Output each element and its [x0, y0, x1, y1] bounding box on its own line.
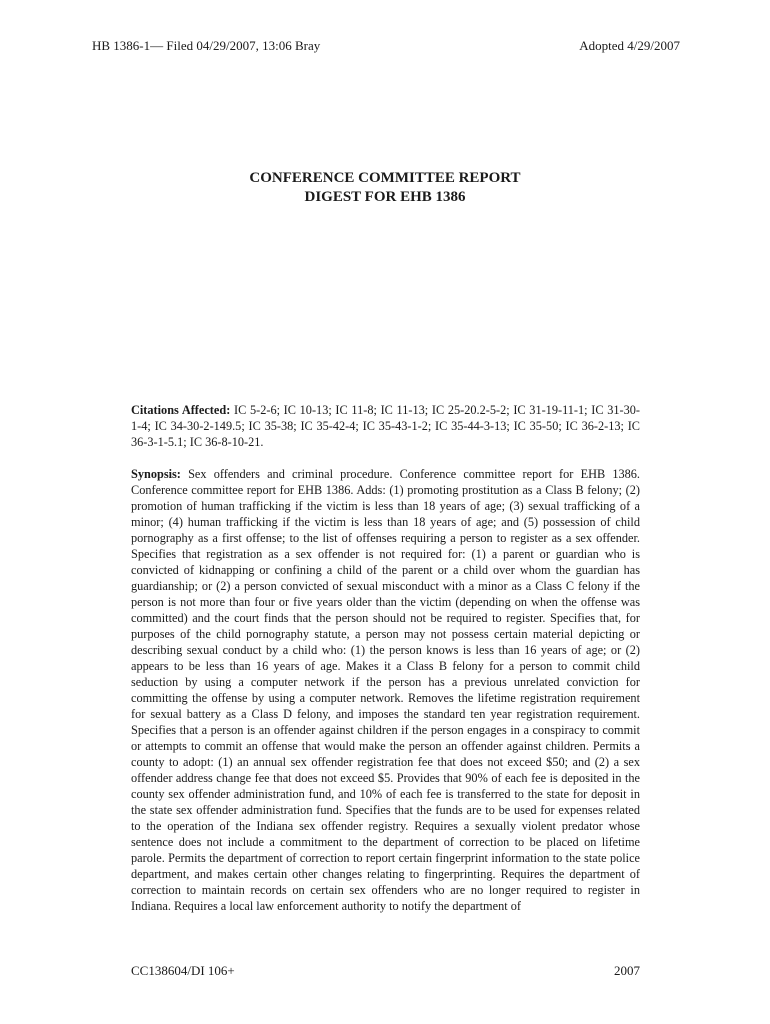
footer-year: 2007 — [614, 963, 640, 978]
report-title — [0, 169, 770, 207]
citations-label: Citations Affected: — [131, 403, 231, 417]
citations-paragraph — [131, 402, 640, 450]
header-adopted-date: Adopted 4/29/2007 — [579, 38, 680, 53]
header-bill-info: HB 1386-1— Filed 04/29/2007, 13:06 Bray — [92, 38, 321, 53]
synopsis-text: Sex offenders and criminal procedure. Conference committee report for EHB 1386. Conference committee report for EHB 1386. Adds: (1) promoting prostitution as a Class B felony; (2) promotion of human trafficking if the victim is less than 18 years of age; (3) sexual trafficking of a minor; (4) human trafficking if the victim is less than 18 years of age; and (5) possession of child pornography as a first offense; to the list of offenses requiring a person to register as a sex offender. Specifies that registration as a sex offender is not required for: (1) a parent or guardian who is convicted of kidnapping or confining a child of the parent or a child over whom the guardian has guardianship; or (2) a person convicted of sexual misconduct with a minor as a Class C felony if the person is not more than four or five years older than the victim (depending on when the offense was committed) and the court finds that the person should not be required to register. Specifies that, for purposes of the child pornography statute, a person may not possess certain material depicting or describing sexual conduct by a child who: (1) the person knows is less than 16 years of age; or (2) appears to be less than 16 years of age. Makes it a Class B felony for a person to commit child seduction by using a computer network if the person has a previous unrelated conviction for committing the offense by using a computer network. Removes the lifetime registration requirement for sexual battery as a Class D felony, and imposes the standard ten year registration requirement. Specifies that a person is an offender against children if the person engages in a conspiracy to commit or attempts to commit an offense that would make the person an offender against children. Permits a county to adopt: (1) an annual sex offender registration fee that does not exceed $50; and (2) a sex offender address change fee that does not exceed $5. Provides that 90% of each fee is deposited in the county sex offender administration fund, and 10% of each fee is transferred to the state for deposit in the state sex offender administration fund. Specifies that the funds are to be used for expenses related to the operation of the Indiana sex offender registry. Requires a sexually violent predator whose sentence does not include a commitment to the department of correction to be placed on lifetime parole. Permits the department of correction to report certain fingerprint information to the state police department, and makes certain other changes relating to fingerprinting. Requires the department of correction to maintain records on certain sex offenders who are no longer required to register in Indiana. Requires a local law enforcement authority to notify the department of — [131, 467, 641, 913]
title-line-2: DIGEST FOR EHB 1386 — [304, 189, 466, 205]
footer-document-code: CC138604/DI 106+ — [131, 963, 235, 978]
synopsis-label: Synopsis: — [131, 467, 181, 481]
citations-text: IC 5-2-6; IC 10-13; IC 11-8; IC 11-13; IC 25-20.2-5-2; IC 31-19-11-1; IC 31-30-1-4; IC 34-30-2-149.5; IC 35-38; IC 35-42-4; IC 35-43-1-2; IC 35-44-3-13; IC 35-50; IC 36-2-13; IC 36-3-1-5.1; IC 36-8-10-21. — [131, 403, 641, 449]
title-line-1: CONFERENCE COMMITTEE REPORT — [249, 170, 521, 186]
page-footer — [131, 963, 640, 981]
synopsis-paragraph — [131, 466, 640, 914]
page-header — [92, 38, 680, 56]
digest-body — [131, 402, 640, 930]
